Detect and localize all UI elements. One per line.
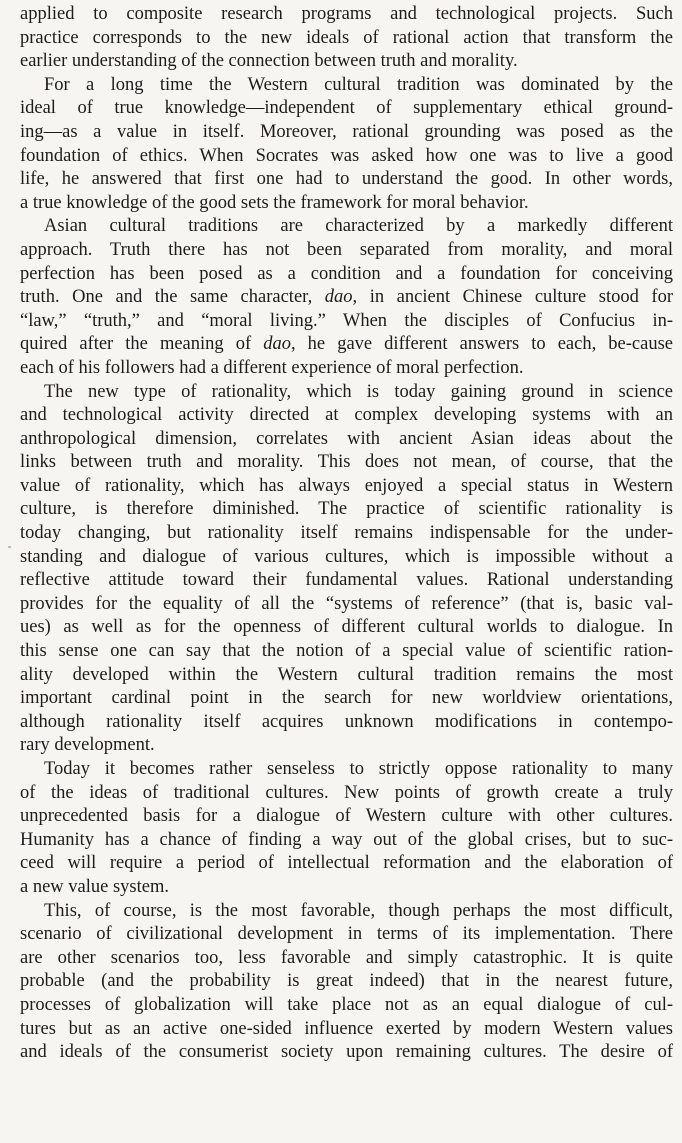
- text-run: important cardinal point in the search for new worldview orientations,: [20, 688, 673, 709]
- text-line: [20, 263, 673, 287]
- text-run: are other scenarios too, less favorable and simply catastrophic. It is quite: [20, 947, 673, 968]
- text-run: approach. Truth there has not been separated from morality, and moral: [20, 239, 673, 260]
- text-line: [20, 805, 673, 829]
- text-line: [20, 192, 673, 216]
- text-line: [20, 451, 673, 475]
- text-line: [20, 876, 673, 900]
- text-line: [20, 852, 673, 876]
- text-line: [20, 121, 673, 145]
- text-line: [20, 168, 673, 192]
- text-line: [20, 569, 673, 593]
- text-line: [20, 145, 673, 169]
- text-line: [20, 50, 673, 74]
- text-line: [20, 27, 673, 51]
- paragraph-first-line: [20, 74, 673, 98]
- text-line: [20, 782, 673, 806]
- text-run: For a long time the Western cultural tradition was dominated by the: [44, 74, 673, 95]
- text-line: [20, 970, 673, 994]
- text-run: scenario of civilizational development in terms of its implementation. There: [20, 924, 673, 945]
- text-run: rary development.: [20, 735, 155, 756]
- text-line: [20, 333, 673, 357]
- text-run: processes of globalization will take place not as an equal dialogue of cul-: [20, 994, 673, 1015]
- text-line: [20, 994, 673, 1018]
- text-line: [20, 428, 673, 452]
- text-run: reflective attitude toward their fundamental values. Rational understanding: [20, 570, 673, 591]
- text-run: ceed will require a period of intellectual reformation and the elaboration of: [20, 853, 673, 874]
- paragraph-first-line: [20, 900, 673, 924]
- text-run: ues) as well as for the openness of different cultural worlds to dialogue. In: [20, 617, 673, 638]
- text-run: links between truth and morality. This does not mean, of course, that the: [20, 452, 673, 473]
- text-line: [20, 286, 673, 310]
- text-run: unprecedented basis for a dialogue of Western culture with other cultures.: [20, 806, 673, 827]
- text-run: ality developed within the Western cultural tradition remains the most: [20, 664, 673, 685]
- text-run: earlier understanding of the connection between truth and morality.: [20, 51, 518, 72]
- text-line: [20, 711, 673, 735]
- paragraph-first-line: [20, 381, 673, 405]
- italic-term: dao: [324, 287, 353, 308]
- text-line: [20, 923, 673, 947]
- text-run: tures but as an active one-sided influence exerted by modern Western values: [20, 1018, 673, 1039]
- text-run: and ideals of the consumerist society upon remaining cultures. The desire of: [20, 1042, 673, 1063]
- text-line: [20, 498, 673, 522]
- text-run: foundation of ethics. When Socrates was asked how one was to live a good: [20, 145, 673, 166]
- text-run: ing—as a value in itself. Moreover, rational grounding was posed as the: [20, 121, 673, 142]
- text-line: [20, 593, 673, 617]
- text-line: [20, 357, 673, 381]
- text-run: truth. One and the same character,: [20, 287, 325, 308]
- text-line: [20, 475, 673, 499]
- text-line: [20, 546, 673, 570]
- text-run: today changing, but rationality itself remains indispensable for the under-: [20, 523, 673, 544]
- text-line: [20, 522, 673, 546]
- text-line: [20, 829, 673, 853]
- text-line: [20, 1041, 673, 1065]
- text-line: [20, 97, 673, 121]
- paragraph-first-line: [20, 215, 673, 239]
- text-line: [20, 664, 673, 688]
- scan-speck: [8, 546, 11, 548]
- text-line: [20, 404, 673, 428]
- text-run: , he gave different answers to each, be-cause: [290, 334, 674, 355]
- text-run: practice corresponds to the new ideals of rational action that transform the: [20, 27, 673, 48]
- text-run: quired after the meaning of: [20, 334, 264, 355]
- text-run: provides for the equality of all the “systems of reference” (that is, basic val-: [20, 593, 673, 614]
- text-run: Asian cultural traditions are characterized by a markedly different: [44, 216, 673, 237]
- text-run: Today it becomes rather senseless to strictly oppose rationality to many: [44, 759, 673, 779]
- text-run: perfection has been posed as a condition and a foundation for conceiving: [20, 263, 673, 284]
- text-run: and technological activity directed at complex developing systems with an: [20, 405, 673, 426]
- text-run: “law,” “truth,” and “moral living.” When the disciples of Confucius in-: [20, 310, 673, 331]
- text-run: of the ideas of traditional cultures. New points of growth create a truly: [20, 782, 673, 803]
- text-run: ideal of true knowledge—independent of supplementary ethical ground-: [20, 98, 673, 119]
- text-run: The new type of rationality, which is today gaining ground in science: [44, 381, 673, 402]
- text-run: standing and dialogue of various cultures, which is impossible without a: [20, 546, 673, 567]
- text-line: [20, 687, 673, 711]
- text-run: probable (and the probability is great indeed) that in the nearest future,: [20, 971, 673, 992]
- text-run: Humanity has a chance of finding a way out of the global crises, but to suc-: [20, 829, 673, 850]
- text-line: [20, 310, 673, 334]
- text-run: value of rationality, which has always enjoyed a special status in Western: [20, 475, 673, 496]
- text-run: This, of course, is the most favorable, though perhaps the most difficult,: [44, 900, 673, 921]
- paragraph-first-line: [20, 758, 673, 782]
- text-run: each of his followers had a different experience of moral perfection.: [20, 357, 524, 378]
- text-line: [20, 734, 673, 758]
- text-line: [20, 239, 673, 263]
- text-run: , in ancient Chinese culture stood for: [352, 287, 673, 308]
- text-line: [20, 616, 673, 640]
- text-run: anthropological dimension, correlates with ancient Asian ideas about the: [20, 428, 673, 449]
- italic-term: dao: [263, 334, 291, 355]
- text-line: [20, 947, 673, 971]
- text-line: [20, 3, 673, 27]
- text-line: [20, 640, 673, 664]
- text-run: life, he answered that first one had to understand the good. In other words,: [20, 169, 673, 190]
- text-run: a new value system.: [20, 876, 169, 897]
- text-run: a true knowledge of the good sets the framework for moral behavior.: [20, 192, 529, 213]
- text-run: culture, is therefore diminished. The practice of scientific rationality is: [20, 499, 673, 520]
- text-line: [20, 1018, 673, 1042]
- text-run: although rationality itself acquires unknown modifications in contempo-: [20, 711, 673, 732]
- body-text: [20, 3, 673, 1065]
- text-run: applied to composite research programs and technological projects. Such: [20, 4, 673, 24]
- text-run: this sense one can say that the notion of a special value of scientific ration-: [20, 641, 673, 662]
